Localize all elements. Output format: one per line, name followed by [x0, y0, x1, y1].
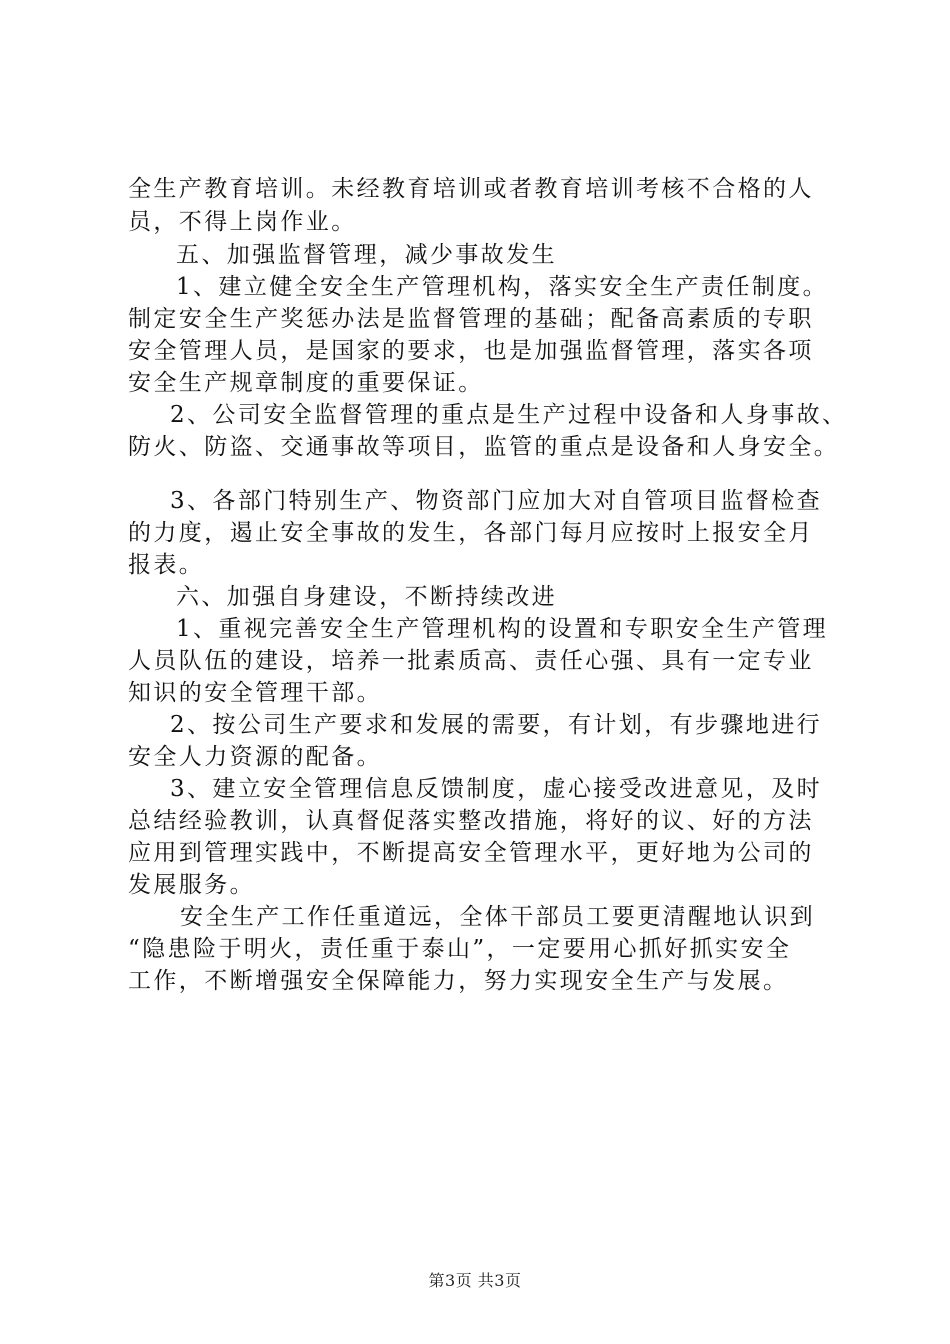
text-line: 全生产教育培训。未经教育培训或者教育培训考核不合格的人: [128, 176, 814, 202]
text-line: 发展服务。: [128, 872, 255, 898]
text-line: 制定安全生产奖惩办法是监督管理的基础；配备高素质的专职: [128, 306, 814, 332]
text-line: 应用到管理实践中，不断提高安全管理水平，更好地为公司的: [128, 840, 814, 866]
text-line: 安全管理人员，是国家的要求，也是加强监督管理，落实各项: [128, 338, 814, 364]
text-line: 3、各部门特别生产、物资部门应加大对自管项目监督检查: [170, 488, 823, 514]
text-line: 安全生产工作任重道远，全体干部员工要更清醒地认识到: [180, 904, 815, 930]
page-footer: 第3页 共3页: [428, 1271, 522, 1290]
text-line: 总结经验教训，认真督促落实整改措施，将好的议、好的方法: [128, 808, 814, 834]
text-line: 的力度，遏止安全事故的发生，各部门每月应按时上报安全月: [128, 520, 814, 546]
text-line: 2、按公司生产要求和发展的需要，有计划，有步骤地进行: [170, 712, 823, 738]
text-line: 3、建立安全管理信息反馈制度，虚心接受改进意见，及时: [170, 776, 823, 802]
text-line: “隐患险于明火，责任重于泰山”，一定要用心抓好抓实安全: [128, 936, 792, 962]
text-line: 2、公司安全监督管理的重点是生产过程中设备和人身事故、: [170, 402, 848, 428]
text-line: 人员队伍的建设，培养一批素质高、责任心强、具有一定专业: [128, 648, 814, 674]
text-line: 报表。: [128, 552, 205, 578]
section-heading-six: 六、加强自身建设，不断持续改进: [176, 584, 557, 610]
text-line: 安全生产规章制度的重要保证。: [128, 370, 484, 396]
text-line: 工作，不断增强安全保障能力，努力实现安全生产与发展。: [128, 968, 789, 994]
text-line: 员，不得上岗作业。: [128, 209, 357, 235]
section-heading-five: 五、加强监督管理，减少事故发生: [176, 242, 557, 268]
text-line: 防火、防盗、交通事故等项目，监管的重点是设备和人身安全。: [128, 434, 840, 460]
text-line: 知识的安全管理干部。: [128, 680, 382, 706]
text-line: 1、建立健全安全生产管理机构，落实安全生产责任制度。: [176, 274, 829, 300]
text-line: 1、重视完善安全生产管理机构的设置和专职安全生产管理: [176, 616, 829, 642]
text-line: 安全人力资源的配备。: [128, 744, 382, 770]
